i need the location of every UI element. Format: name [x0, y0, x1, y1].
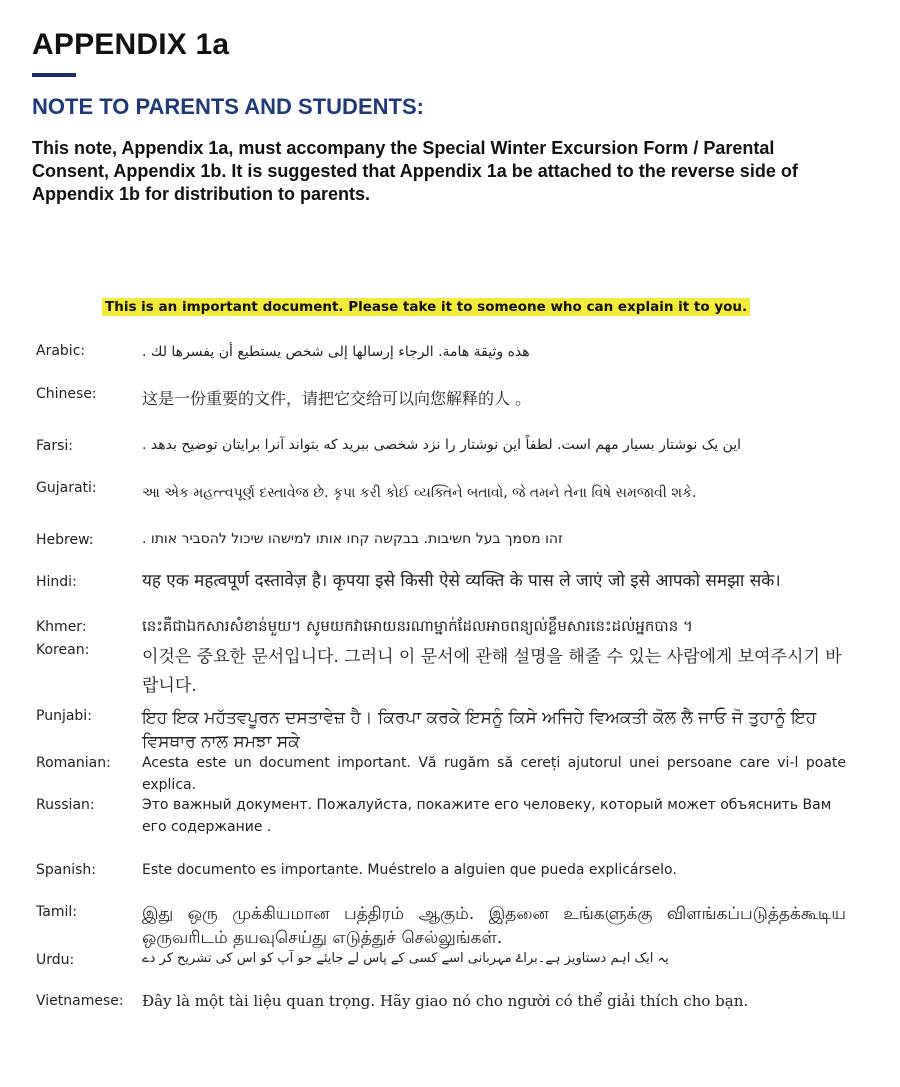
language-label-hebrew: Hebrew:: [36, 532, 94, 548]
translation-chinese: 这是一份重要的文件，请把它交给可以向您解释的人 。: [142, 389, 532, 408]
translation-punjabi: ਇਹ ਇਕ ਮਹੱਤਵਪੂਰਨ ਦਸਤਾਵੇਜ਼ ਹੈ। ਕਿਰਪਾ ਕਰਕੇ ਇਸਨੂੰ ਕਿਸੇ ਅਜਿਹੇ ਵਿਅਕਤੀ ਕੋਲ ਲੈ ਜਾਓ ਜੋ ਤੁਹਾਨੂੰ ਇਹ ਵਿਸਥਾਰ ਨਾਲ ਸਮਝਾ ਸਕੇ: [142, 708, 817, 752]
translation-farsi: این یک نوشتار بسیار مهم است. لطفاً این نوشتار را نزد شخصی ببرید که بتواند آنرا برایتان توضیح بدهد .: [142, 437, 742, 453]
translation-hindi: यह एक महत्वपूर्ण दस्तावेज़ है। कृपया इसे किसी ऐसे व्यक्ति के पास ले जाएं जो इसे आपको समझा सके।: [142, 571, 781, 591]
language-label-korean: Korean:: [36, 642, 90, 658]
translation-romanian: Acesta este un document important. Vă rugăm să cereți ajutorul unei persoane care vi-l poate explica.: [142, 755, 846, 793]
translation-russian: Это важный документ. Пожалуйста, покажите его человеку, который может объяснить Вам его содержание .: [142, 797, 832, 835]
translation-arabic: هذه وثيقة هامة. الرجاء إرسالها إلى شخص يستطيع أن يفسرها لك .: [142, 344, 530, 360]
language-label-vietnamese: Vietnamese:: [36, 993, 124, 1009]
language-label-gujarati: Gujarati:: [36, 480, 97, 496]
translation-hebrew: זהו מסמך בעל חשיבות. בבקשה קחו אותו למישהו שיכול להסביר אותו .: [142, 531, 563, 547]
language-label-farsi: Farsi:: [36, 438, 74, 454]
translation-urdu: یہ ایک اہم دستاویز ہے۔براۓ مہربانی اسے کسی کے پاس لے جایئے جو آپ کو اس کی تشریح کر دے: [142, 951, 669, 966]
translation-gujarati: આ એક મહત્ત્વપૂર્ણ દસ્તાવેજ છે. કૃપા કરી કોઈ વ્યક્તિને બતાવો, જે તમને તેના વિષે સમજાવી શકે.: [142, 485, 697, 501]
language-label-chinese: Chinese:: [36, 386, 97, 402]
translation-khmer: នេះគឺជាឯកសារសំខាន់មួយ។ សូមយកវាអោយនរណាម្នាក់ដែលអាចពន្យល់ខ្លឹមសារនេះដល់អ្នកបាន ។: [142, 617, 693, 635]
language-label-khmer: Khmer:: [36, 619, 87, 635]
language-label-hindi: Hindi:: [36, 574, 77, 590]
section-heading: NOTE TO PARENTS AND STUDENTS:: [32, 94, 424, 119]
translation-tamil: இது ஒரு முக்கியமான பத்திரம் ஆகும். இதனை உங்களுக்கு விளங்கப்படுத்தக்கூடிய ஒருவரிடம் தயவுசெய்து எடுத்துச் செல்லுங்கள்.: [142, 904, 846, 948]
language-label-spanish: Spanish:: [36, 862, 96, 878]
language-label-arabic: Arabic:: [36, 343, 86, 359]
translation-korean: 이것은 중요한 문서입니다. 그러니 이 문서에 관해 설명을 해줄 수 있는 사람에게 보여주시기 바랍니다.: [142, 647, 842, 696]
language-label-tamil: Tamil:: [36, 904, 77, 920]
language-label-punjabi: Punjabi:: [36, 708, 92, 724]
page-title: APPENDIX 1a: [32, 28, 230, 61]
language-label-russian: Russian:: [36, 797, 95, 813]
intro-paragraph: This note, Appendix 1a, must accompany the Special Winter Excursion Form / Parental Consent, Appendix 1b. It is suggested that Appendix 1a be attached to the reverse side of Appendix 1b for distribution to parents.: [32, 138, 798, 204]
highlighted-notice: This is an important document. Please take it to someone who can explain it to you.: [102, 298, 750, 316]
language-label-romanian: Romanian:: [36, 755, 111, 771]
translation-vietnamese: Đây là một tài liệu quan trọng. Hãy giao nó cho người có thể giải thích cho bạn.: [142, 992, 749, 1010]
translation-spanish: Este documento es importante. Muéstrelo a alguien que pueda explicárselo.: [142, 862, 677, 878]
language-label-urdu: Urdu:: [36, 952, 75, 968]
title-underline: [32, 73, 76, 77]
